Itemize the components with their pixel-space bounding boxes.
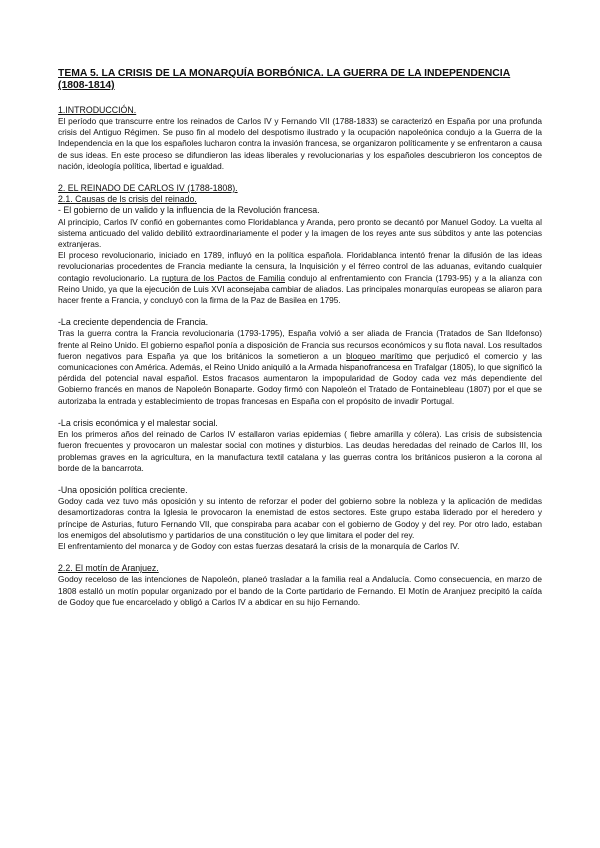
subsection-2-2-heading: 2.2. El motín de Aranjuez. bbox=[58, 563, 159, 574]
block4-heading: -Una oposición política creciente. bbox=[58, 484, 188, 495]
section2-heading: 2. EL REINADO DE CARLOS IV (1788-1808). bbox=[58, 183, 238, 194]
block4-paragraph1: Godoy cada vez tuvo más oposición y su intento de reforzar el poder del gobierno sobre la nobleza y la aplicación de medidas desamortizadoras contra la Iglesia le provocaron la enemistad de estos sectores. Este grupo estaba liderado por el heredero y príncipe de Asturias, futuro Fernando VII, que conspiraba para acabar con el gobierno de Godoy y del rey. Por otro lado, estaban los enemigos del absolutismo y partidarios de una constitución o ley que limitara el poder del rey. bbox=[58, 496, 542, 540]
subsection-2-1-heading: 2.1. Causas de ls crisis del reinado. bbox=[58, 194, 197, 205]
block3-heading: -La crisis económica y el malestar social. bbox=[58, 417, 218, 428]
pactos-familia-underline: ruptura de los Pactos de Familia bbox=[161, 272, 285, 283]
block2-paragraph: Tras la guerra contra la Francia revolucionaria (1793-1795), España volvió a ser aliada de Francia (Tratados de San Ildefonso) frente al Reino Unido. El gobierno español ponía a disposición de Francia sus recursos económicos y su flota naval. Los resultados fueron negativos para España ya que los británicos la sometieron a un bloqueo marítimo que perjudicó el comercio y las comunicaciones con América. Además, el Reino Unido aniquiló a la Armada hispanofrancesa en Trafalgar (1805), lo que significó la pérdida del potencial naval español. Estos fracasos aumentaron la impopularidad de Godoy cada vez más dependiente del Gobierno francés en manos de Napoleón Bonaparte. Godoy firmó con Napoleón el Tratado de Fontainebleau (1807) por el que se autorizaba la entrada y establecimiento de tropas francesas en España con el propósito de invadir Portugal. bbox=[58, 328, 542, 406]
block2-heading: -La creciente dependencia de Francia. bbox=[58, 317, 209, 328]
intro-heading: 1.INTRODUCCIÓN. bbox=[58, 104, 137, 115]
block1-paragraph2: El proceso revolucionario, iniciado en 1789, influyó en la política española. Floridablanca intentó frenar la difusión de las ideas revolucionarias procedentes de Francia mediante la censura, la Inquisición y el férreo control de las aduanas, evitando cualquier contagio revolucionario. La ruptura de los Pactos de Familia condujo al enfrentamiento con Francia (1793-95) y a la alianza con Reino Unido, ya que la ejecución de Luis XVI aconsejaba cambiar de aliados. Las principales monarquías europeas se aliaron para hacer frente a Francia, y concluyó con la firma de la Paz de Basilea en 1795. bbox=[58, 250, 542, 306]
block3-paragraph: En los primeros años del reinado de Carlos IV estallaron varias epidemias ( fiebre amarilla y cólera). Las crisis de subsistencia fueron frecuentes y provocaron un malestar social con motines y disturbios. Las deudas heredadas del reinado de Carlos III, los problemas graves en la agricultura, en la manufactura textil catalana y las guerras contra los británicos pusieron a la corona al borde de la bancarrota. bbox=[58, 429, 542, 473]
block1-heading: - El gobierno de un valido y la influencia de la Revolución francesa. bbox=[58, 205, 320, 216]
block1-paragraph1: Al principio, Carlos IV confió en gobernantes como Floridablanca y Aranda, pero pronto se decantó por Manuel Godoy. La vuelta al sistema anticuado del valido debilitó extraordinariamente el poder y la imagen de los reyes ante sus súbditos y ante las potencias extranjeras. bbox=[58, 216, 542, 250]
document-page bbox=[58, 68, 542, 608]
subsection-2-2-paragraph: Godoy receloso de las intenciones de Napoleón, planeó trasladar a la familia real a Andalucía. Como consecuencia, en marzo de 1808 estalló un motín popular organizado por el bando de la Corte partidario de Fernando. El Motín de Aranjuez precipitó la caída de Godoy que fue encarcelado y obligó a Carlos IV a abdicar en su hijo Fernando. bbox=[58, 574, 542, 607]
bloqueo-maritimo-underline: bloqueo marítimo bbox=[346, 350, 413, 361]
document-title: TEMA 5. LA CRISIS DE LA MONARQUÍA BORBÓNICA. LA GUERRA DE LA INDEPENDENCIA (1808-1814) bbox=[58, 68, 511, 92]
intro-paragraph: El período que transcurre entre los reinados de Carlos IV y Fernando VII (1788-1833) se caracterizó en España por una profunda crisis del Antiguo Régimen. Se puso fin al modelo del despotismo ilustrado y la ocupación napoleónica condujo a la Guerra de la Independencia en la que los españoles lucharon contra la invasión francesa, se organizaron políticamente y se enfrentaron a causa de sus ideas. En este proceso se difundieron las ideas liberales y revolucionarias y los españoles descubrieron los conceptos de nación, ideología política, libertad e igualdad. bbox=[58, 116, 542, 171]
block4-paragraph2: El enfrentamiento del monarca y de Godoy con estas fuerzas desatará la crisis de la monarquía de Carlos IV. bbox=[58, 540, 460, 551]
